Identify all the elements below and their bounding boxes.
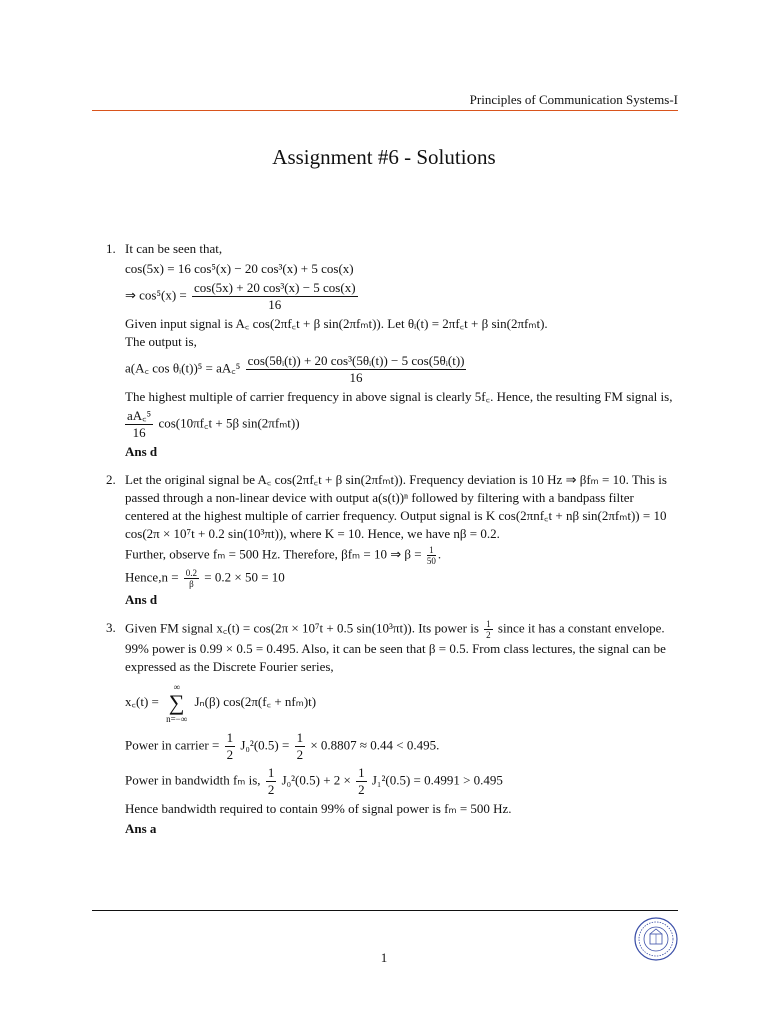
sum-upper-limit: ∞ (173, 682, 180, 692)
answer-label: Ans d (125, 444, 158, 459)
fraction (356, 765, 367, 798)
denominator: 2 (267, 782, 275, 797)
footer-rule (92, 910, 678, 911)
highest-multiple-text: The highest multiple of carrier frequency in above signal is clearly 5f꜀. Hence, the resulting FM signal is, (125, 389, 673, 404)
denominator: 16 (349, 370, 363, 385)
denominator: 2 (296, 747, 304, 762)
equation-lhs: a(A꜀ cos θᵢ(t))⁵ = aA꜀⁵ (125, 360, 241, 376)
equation-fourier-series (125, 682, 678, 724)
sum-lower-limit: n=−∞ (166, 714, 188, 724)
item-number: 2. (106, 472, 116, 487)
equation-rhs: Jₙ(β) cos(2π(f꜀ + nfₘ)t) (194, 693, 317, 709)
institute-seal-icon (634, 917, 678, 961)
equation-beta: Further, observe fₘ = 500 Hz. Therefore, βfₘ = 10 ⇒ β = $\frac{1}{50}$ . (125, 545, 442, 566)
intro-text: It can be seen that, (125, 241, 223, 256)
equation-power-carrier (125, 730, 678, 763)
sum-symbol: ∑ (168, 690, 185, 715)
equation-identity: cos(5x) = 16 cos⁵(x) − 20 cos³(x) + 5 cos(x) (125, 261, 354, 276)
equation-lhs: x꜀(t) = (125, 693, 159, 709)
equation-mid: J₀²(0.5) = (240, 737, 290, 753)
equation-rhs: × 0.8807 ≈ 0.44 < 0.495. (310, 737, 440, 753)
denominator: 2 (358, 782, 365, 797)
solution-text (125, 619, 678, 676)
further-text: Further, observe fₘ = 500 Hz. Therefore, βfₘ = 10 ⇒ β = (125, 546, 422, 562)
item-number: 1. (106, 241, 116, 256)
course-header: Principles of Communication Systems-I (469, 92, 678, 107)
denominator: 16 (268, 297, 282, 312)
numerator: 1 (486, 619, 491, 629)
solutions-list (104, 240, 678, 848)
equation-cos5 (125, 280, 678, 313)
equation-lhs: Power in bandwidth fₘ is, (125, 772, 261, 788)
denominator: 16 (132, 425, 146, 440)
fraction (427, 545, 436, 566)
denominator: 50 (426, 556, 436, 566)
summation (166, 682, 187, 724)
equation-power-bandwidth (125, 765, 678, 798)
equation-mid: J₀²(0.5) + 2 × (281, 772, 351, 788)
answer-label: Ans d (125, 592, 158, 607)
equation-n (125, 568, 678, 589)
fraction (192, 280, 358, 313)
numerator: 0.2 (185, 568, 198, 578)
answer-label: Ans a (125, 821, 157, 836)
denominator: 2 (226, 747, 234, 762)
header-rule (92, 110, 678, 111)
solution-text: Let the original signal be A꜀ cos(2πf꜀t + β sin(2πfₘt)). Frequency deviation is 10 Hz ⇒ βfₘ = 10. This is passed through a non-linear device with output a(s(t))ⁿ followed by filtering with a bandpass filter centered at the highest multiple of carrier frequency. Output signal is K cos(2πnf꜀t + nβ sin(2πfₘt)) = 10 cos(2π × 10⁷t + 0.2 sin(10³πt)), where K = 10. Hence, we have nβ = 0.2. (125, 472, 667, 541)
equation-lhs: Hence,n = (125, 569, 179, 585)
text-part: Given FM signal x꜀(t) = cos(2π × 10⁷t + 0.5 sin(10³πt)). Its power is (125, 620, 479, 636)
equation-rhs: = 0.2 × 50 = 10 (204, 569, 285, 585)
equation-fm (125, 408, 678, 441)
fraction (246, 353, 467, 386)
denominator: 2 (486, 630, 491, 640)
equation-lhs: ⇒ cos⁵(x) = (125, 287, 187, 303)
equation-output (125, 353, 678, 386)
output-text: The output is, (125, 334, 197, 349)
item-number: 3. (106, 620, 116, 635)
text-part: since it has a constant envelope. 99% power is 0.99 × 0.5 = 0.495. Also, it can be seen that β = 0.5. From class lectures, the signal can be expressed as the Discrete Fourier series, (125, 620, 666, 674)
equation-rhs: cos(10πf꜀t + 5β sin(2πfₘt)) (158, 415, 300, 431)
numerator: aA꜀⁵ (127, 408, 152, 423)
fraction (484, 619, 493, 640)
equation-rhs: J₁²(0.5) = 0.4991 > 0.495 (371, 772, 503, 788)
equation-lhs: Power in carrier = (125, 737, 220, 753)
numerator: 1 (267, 765, 275, 780)
fraction (184, 568, 199, 589)
solution-3 (104, 619, 678, 838)
solution-1 (104, 240, 678, 461)
fraction (125, 408, 153, 441)
numerator: 1 (296, 730, 304, 745)
fraction (295, 730, 306, 763)
page-number: 1 (380, 950, 388, 965)
fraction (266, 765, 277, 798)
numerator: 1 (226, 730, 234, 745)
denominator: β (189, 579, 194, 589)
given-text: Given input signal is A꜀ cos(2πf꜀t + β sin(2πfₘt)). Let θᵢ(t) = 2πf꜀t + β sin(2πfₘt). (125, 316, 548, 331)
numerator: cos(5θᵢ(t)) + 20 cos³(5θᵢ(t)) − 5 cos(5θᵢ(t)) (247, 353, 465, 368)
numerator: cos(5x) + 20 cos³(x) − 5 cos(x) (194, 280, 356, 295)
numerator: 1 (358, 765, 365, 780)
conclusion-text: Hence bandwidth required to contain 99% of signal power is fₘ = 500 Hz. (125, 801, 512, 816)
page-title: Assignment #6 - Solutions (272, 145, 496, 169)
numerator: 1 (427, 545, 436, 556)
solution-2 (104, 471, 678, 609)
fraction (225, 730, 236, 763)
